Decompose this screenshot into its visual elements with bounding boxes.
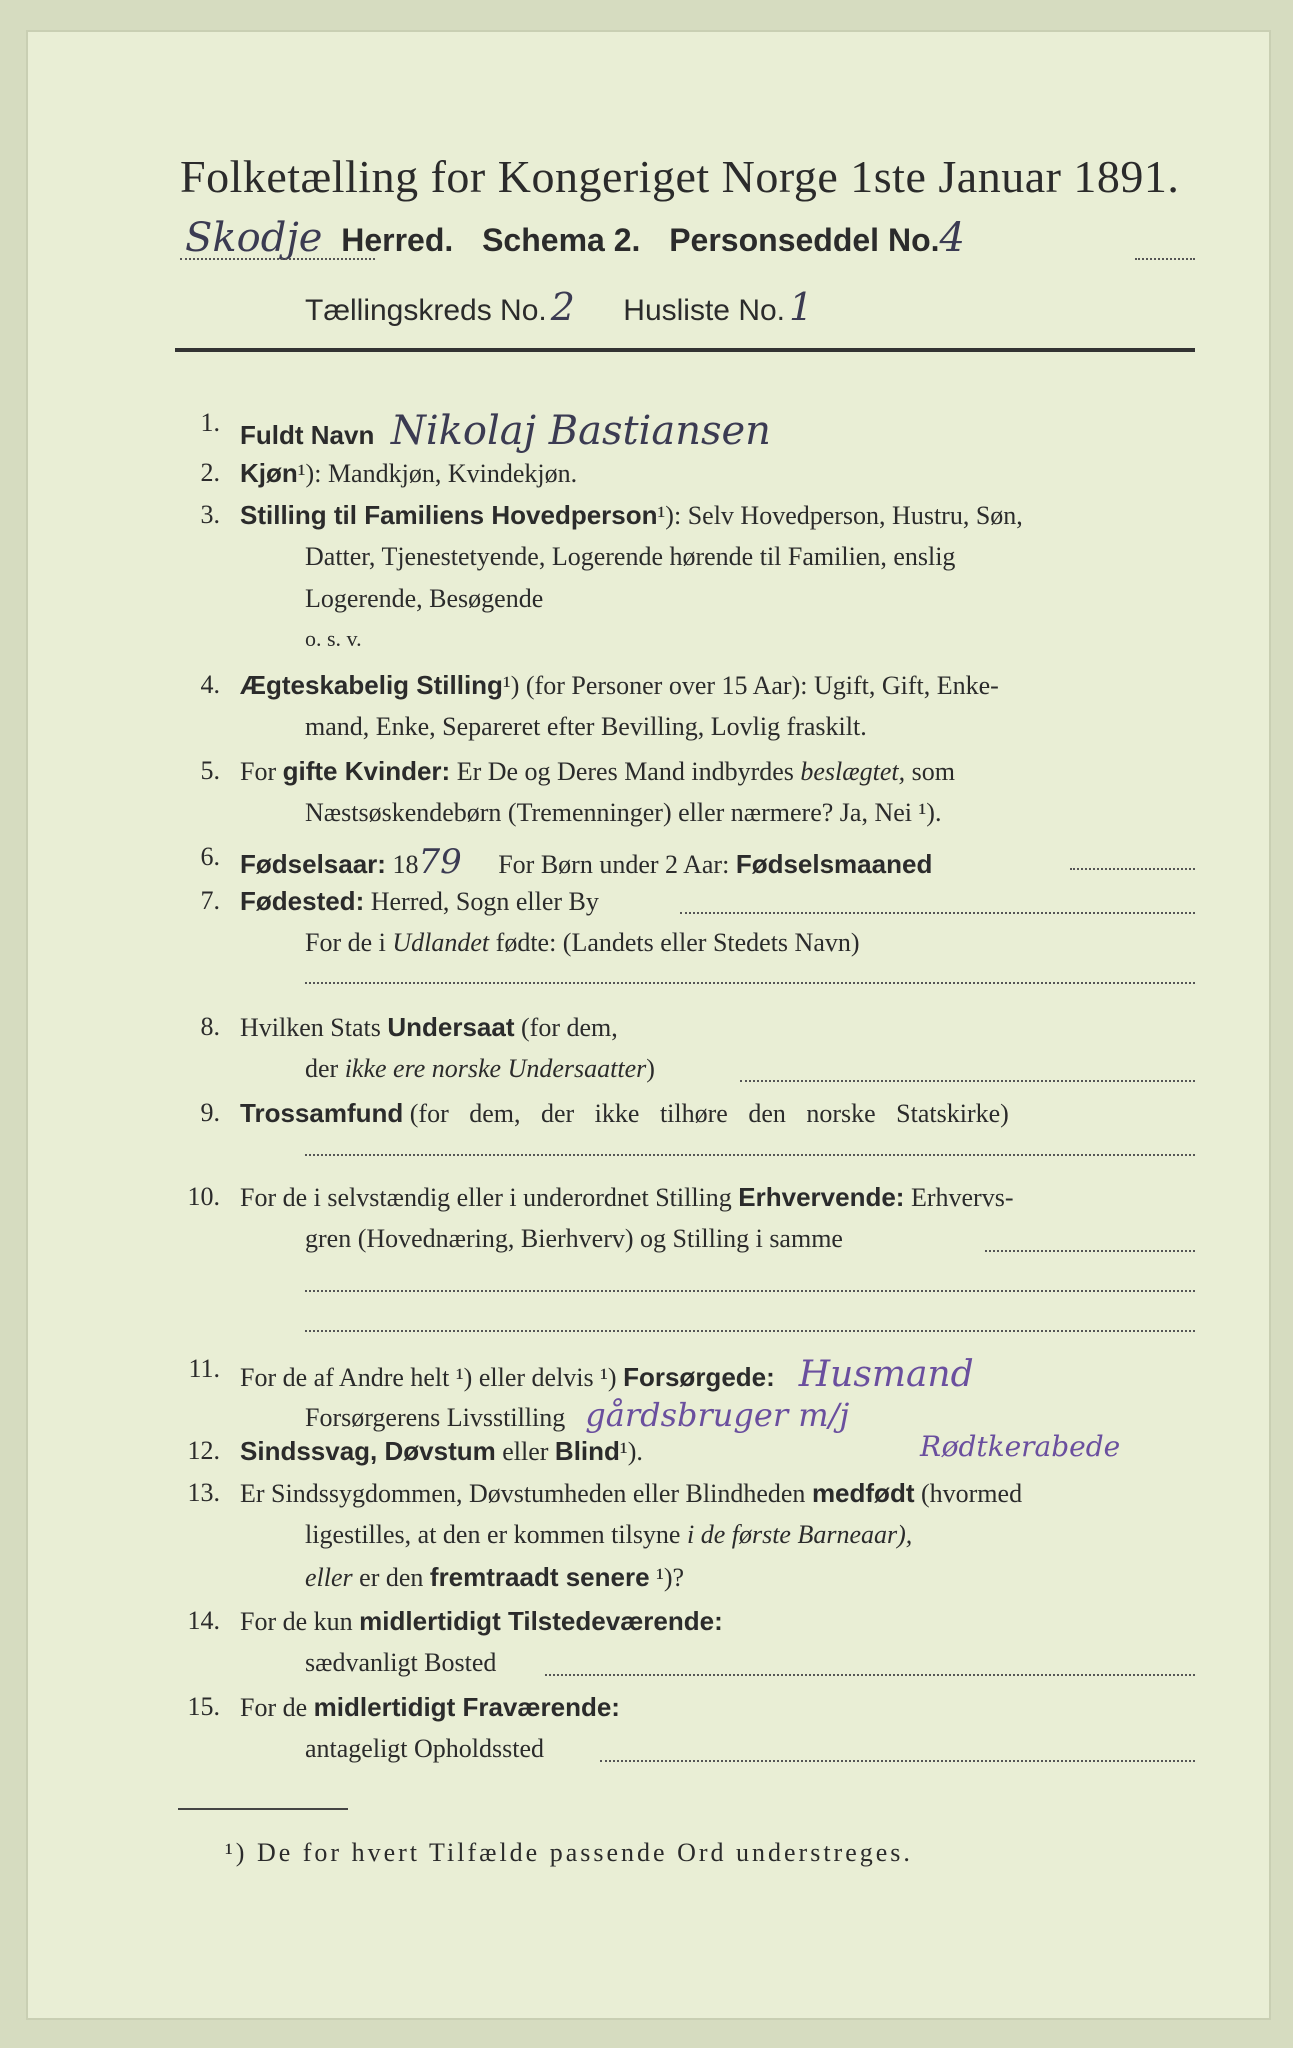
item-number: 14. — [187, 1606, 220, 1635]
item-text: ¹): Selv Hovedperson, Hustru, Søn, — [657, 501, 1023, 530]
item-number: 11. — [188, 1354, 220, 1383]
dotted-line — [305, 1154, 1195, 1156]
item-text: For de af Andre helt ¹) eller delvis ¹) — [240, 1363, 617, 1392]
item-text: ¹). — [619, 1437, 643, 1466]
footnote: ¹) De for hvert Tilfælde passende Ord understreges. — [225, 1838, 913, 1867]
taellingskreds-line — [305, 285, 813, 329]
item-text: som — [911, 757, 955, 786]
item-text: Hvilken Stats — [240, 1013, 381, 1042]
dotted-line — [305, 1330, 1195, 1332]
form-title: Folketælling for Kongeriget Norge 1ste Januar 1891. — [180, 151, 1180, 202]
dotted-line — [305, 1290, 1195, 1292]
item-3 — [0, 500, 1293, 540]
item-text-italic: eller — [305, 1563, 353, 1592]
forsorgede-value: Husmand — [798, 1354, 974, 1395]
personseddel-label: Personseddel No. — [669, 222, 940, 258]
footnote-rule — [178, 1808, 348, 1810]
item-14 — [0, 1606, 1293, 1646]
item-text: antageligt Opholdssted — [305, 1734, 545, 1763]
item-label: Undersaat — [387, 1012, 515, 1042]
dotted-line — [740, 1080, 1195, 1082]
item-7 — [0, 886, 1293, 926]
livsstilling-value: gårdsbruger m/j — [585, 1396, 850, 1434]
herred-value: Skodje — [185, 215, 323, 261]
item-label: Fødselsmaaned — [735, 849, 933, 879]
item-text: eller — [502, 1437, 549, 1466]
item-label: Trossamfund — [240, 1098, 404, 1128]
item-text: Næstsøskendebørn (Tremenninger) eller nærmere? Ja, Nei ¹). — [305, 798, 942, 827]
item-text: fødte: (Landets eller Stedets Navn) — [495, 928, 860, 957]
item-number: 13. — [187, 1478, 220, 1507]
item-text-italic: ikke ere norske Undersaatter — [344, 1054, 647, 1083]
herred-label: Herred. — [341, 222, 454, 258]
dotted-line — [600, 1760, 1195, 1762]
item-text: Logerende, Besøgende — [305, 584, 544, 613]
header-rule — [175, 348, 1195, 352]
dotted-line — [180, 258, 375, 260]
item-text-italic: beslægtet, — [800, 757, 906, 786]
item-text: ¹): Mandkjøn, Kvindekjøn. — [297, 459, 578, 488]
item-label: Ægteskabelig Stilling — [240, 670, 503, 700]
item-number: 4. — [200, 670, 220, 699]
item-label: Kjøn — [240, 458, 298, 488]
item-text: For de i selvstændig eller i underordnet Stilling — [240, 1183, 732, 1212]
personseddel-value: 4 — [939, 215, 965, 261]
taellingskreds-label: Tællingskreds No. — [305, 294, 547, 327]
item-text: ¹)? — [656, 1563, 685, 1592]
schema-label: Schema 2. — [482, 222, 641, 258]
item-12 — [0, 1436, 1293, 1476]
item-4 — [0, 670, 1293, 710]
item-11 — [0, 1354, 1293, 1394]
item-text: For de kun — [240, 1607, 353, 1636]
item-label: Sindssvag, Døvstum — [240, 1436, 496, 1466]
item-label: Forsørgede: — [623, 1362, 775, 1392]
item-number: 3. — [200, 500, 220, 529]
item-text: Herred, Sogn eller By — [370, 887, 599, 916]
item-number: 7. — [200, 886, 220, 915]
dotted-line — [1135, 258, 1195, 260]
birth-year-value: 79 — [418, 842, 462, 882]
husliste-value: 1 — [789, 285, 814, 329]
item-text: o. s. v. — [305, 626, 362, 651]
dotted-line — [985, 1250, 1195, 1252]
item-number: 2. — [200, 458, 220, 487]
item-number: 6. — [200, 842, 220, 871]
item-number: 9. — [200, 1098, 220, 1127]
item-label: fremtraadt senere — [429, 1562, 650, 1592]
item-text: (hvormed — [920, 1479, 1023, 1508]
item-label: Erhvervende: — [738, 1182, 905, 1212]
item-label: Stilling til Familiens Hovedperson — [240, 500, 658, 530]
item-label: medfødt — [811, 1478, 915, 1508]
item-label: Blind — [554, 1436, 620, 1466]
dotted-line — [305, 982, 1195, 984]
item-text: For de i — [305, 928, 386, 957]
item-text: er den — [359, 1563, 424, 1592]
item-9 — [0, 1098, 1293, 1138]
item-number: 10. — [187, 1182, 220, 1211]
item-text: sædvanligt Bosted — [305, 1648, 497, 1677]
livsstilling-value-continued: Rødtkerabede — [920, 1430, 1121, 1463]
item-text: ligestilles, at den er kommen tilsyne — [305, 1520, 681, 1549]
item-number: 8. — [200, 1012, 220, 1041]
item-text: gren (Hovednæring, Bierhverv) og Stilling i samme — [305, 1224, 843, 1253]
item-text-italic: i de første Barneaar), — [686, 1520, 913, 1549]
taellingskreds-value: 2 — [550, 285, 575, 329]
item-8 — [0, 1012, 1293, 1052]
item-text: Datter, Tjenestetyende, Logerende hørende til Familien, enslig — [305, 542, 956, 571]
item-text: 18 — [392, 850, 419, 879]
item-text: Forsørgerens Livsstilling — [305, 1403, 566, 1432]
name-value: Nikolaj Bastiansen — [390, 408, 771, 454]
item-2 — [0, 458, 1293, 498]
item-text: der — [305, 1054, 339, 1083]
item-text-italic: Udlandet — [392, 928, 490, 957]
item-label: midlertidigt Tilstedeværende: — [359, 1606, 723, 1636]
item-label: Fødested: — [240, 886, 365, 916]
item-text: For de — [240, 1693, 308, 1722]
dotted-line — [1070, 868, 1195, 870]
item-13 — [0, 1478, 1293, 1518]
husliste-label: Husliste No. — [623, 294, 785, 327]
item-text: ¹) (for Personer over 15 Aar): Ugift, Gift, Enke- — [502, 671, 999, 700]
item-1 — [0, 408, 1293, 454]
item-text: (for dem, der ikke tilhøre den norske Statskirke) — [409, 1099, 1009, 1128]
item-text: Erhvervs- — [910, 1183, 1014, 1212]
item-text: For Børn under 2 Aar: — [498, 850, 730, 879]
item-text: (for dem, — [521, 1013, 618, 1042]
item-label: midlertidigt Fraværende: — [313, 1692, 620, 1722]
item-text: mand, Enke, Separeret efter Bevilling, Lovlig fraskilt. — [305, 712, 867, 741]
item-5 — [0, 756, 1293, 796]
item-label: Fuldt Navn — [240, 420, 375, 450]
item-label: gifte Kvinder: — [282, 756, 451, 786]
item-text: Er De og Deres Mand indbyrdes — [456, 757, 794, 786]
herred-line — [185, 215, 965, 261]
item-number: 5. — [200, 756, 220, 785]
item-15 — [0, 1692, 1293, 1732]
item-6 — [0, 842, 1293, 882]
dotted-line — [680, 912, 1195, 914]
item-number: 12. — [187, 1436, 220, 1465]
item-text: Er Sindssygdommen, Døvstumheden eller Blindheden — [240, 1479, 806, 1508]
item-10 — [0, 1182, 1293, 1222]
item-text: For — [240, 757, 277, 786]
dotted-line — [545, 1674, 1195, 1676]
item-number: 1. — [200, 408, 220, 437]
item-label: Fødselsaar: — [240, 849, 386, 879]
item-number: 15. — [187, 1692, 220, 1721]
